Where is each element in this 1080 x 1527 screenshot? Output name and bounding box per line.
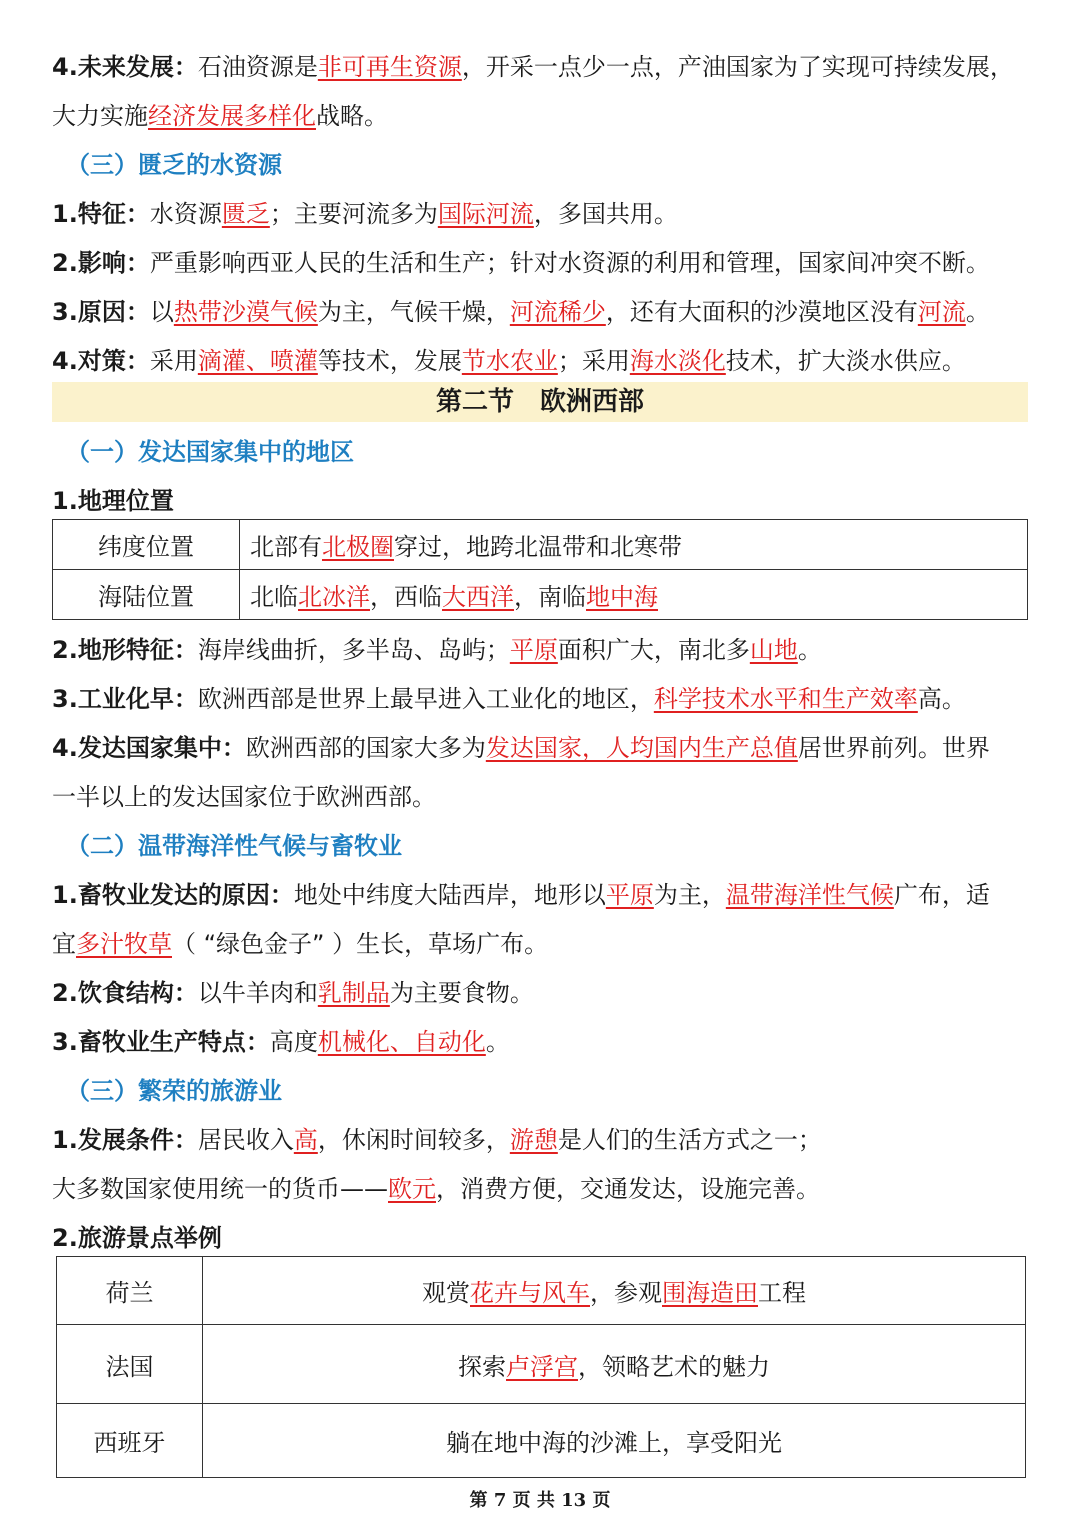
- subheading-climate: （二）温带海洋性气候与畜牧业: [66, 832, 402, 860]
- key-term: 海水淡化: [629, 347, 726, 375]
- key-term: 围海造田: [662, 1279, 758, 1307]
- table-cell-content: 观赏花卉与风车，参观围海造田工程: [203, 1257, 1026, 1325]
- table-cell-label: 纬度位置: [53, 520, 240, 570]
- key-term: 游憩: [509, 1126, 558, 1154]
- key-term: 大西洋: [442, 583, 514, 611]
- key-term: 发达国家，人均国内生产总值: [485, 734, 798, 762]
- table-cell-label: 海陆位置: [53, 570, 240, 620]
- table-cell-content: 躺在地中海的沙滩上，享受阳光: [203, 1404, 1026, 1478]
- key-term: 卢浮宫: [506, 1352, 578, 1381]
- table-cell-country: 荷兰: [57, 1257, 203, 1325]
- key-term: 乳制品: [317, 979, 390, 1007]
- key-term: 国际河流: [437, 200, 534, 228]
- developed-countries-line-2: 一半以上的发达国家位于欧洲西部。: [52, 783, 436, 811]
- key-term: 山地: [749, 636, 798, 664]
- diet-line: 2.饮食结构：以牛羊肉和乳制品为主要食物。: [52, 979, 534, 1007]
- developed-countries-line-1: 4.发达国家集中：欧洲西部的国家大多为发达国家，人均国内生产总值居世界前列。世界: [52, 734, 990, 762]
- tourism-spots-table: [56, 1256, 1026, 1478]
- table-row: [53, 570, 1028, 620]
- key-term: 科学技术水平和生产效率: [653, 685, 918, 713]
- water-measure-line: 4.对策：采用滴灌、喷灌等技术，发展节水农业；采用海水淡化技术，扩大淡水供应。: [52, 347, 966, 375]
- tourism-condition-line-1: 1.发展条件：居民收入高，休闲时间较多，游憩是人们的生活方式之一；: [52, 1126, 822, 1154]
- water-feature-line: 1.特征：水资源匮乏；主要河流多为国际河流，多国共用。: [52, 200, 678, 228]
- key-term: 花卉与风车: [470, 1279, 590, 1307]
- spots-title: 2.旅游景点举例: [52, 1224, 222, 1252]
- location-title: 1.地理位置: [52, 487, 174, 515]
- key-term: 地中海: [586, 583, 658, 611]
- subheading-developed: （一）发达国家集中的地区: [66, 438, 354, 466]
- subheading-tourism: （三）繁荣的旅游业: [66, 1077, 282, 1105]
- table-row: [57, 1404, 1026, 1478]
- location-table: [52, 519, 1028, 620]
- pastoral-feature-line: 3.畜牧业生产特点：高度机械化、自动化。: [52, 1028, 510, 1056]
- table-cell-content: 探索卢浮宫，领略艺术的魅力: [203, 1325, 1026, 1404]
- page-footer: 第 7 页 共 13 页: [469, 1490, 611, 1511]
- item-label: 4.未来发展：: [52, 53, 198, 81]
- table-row: [57, 1257, 1026, 1325]
- tourism-condition-line-2: 大多数国家使用统一的货币——欧元，消费方便，交通发达，设施完善。: [52, 1175, 820, 1203]
- key-term: 欧元: [388, 1175, 436, 1203]
- key-term: 平原: [605, 881, 654, 909]
- table-row: [53, 520, 1028, 570]
- table-cell-country: 法国: [57, 1325, 203, 1404]
- key-term: 北冰洋: [298, 583, 370, 611]
- key-term: 热带沙漠气候: [173, 298, 318, 326]
- future-development-line-1: 4.未来发展：石油资源是非可再生资源，开采一点少一点，产油国家为了实现可持续发展，: [52, 53, 1014, 81]
- key-term: 节水农业: [461, 347, 558, 375]
- section-title-band: 第二节 欧洲西部: [52, 382, 1028, 422]
- table-cell-content: 北部有北极圈穿过，地跨北温带和北寒带: [240, 520, 1028, 570]
- table-cell-country: 西班牙: [57, 1404, 203, 1478]
- key-term: 匮乏: [221, 200, 270, 228]
- table-row: [57, 1325, 1026, 1404]
- pastoral-reason-line-1: 1.畜牧业发达的原因：地处中纬度大陆西岸，地形以平原为主，温带海洋性气候广布，适: [52, 881, 990, 909]
- subheading-water: （三）匮乏的水资源: [66, 151, 282, 179]
- industrialization-line: 3.工业化早：欧洲西部是世界上最早进入工业化的地区，科学技术水平和生产效率高。: [52, 685, 966, 713]
- key-term: 温带海洋性气候: [725, 881, 894, 909]
- key-term: 平原: [509, 636, 558, 664]
- terrain-line: 2.地形特征：海岸线曲折，多半岛、岛屿；平原面积广大，南北多山地。: [52, 636, 822, 664]
- pastoral-reason-line-2: 宜多汁牧草（ “绿色金子” ）生长，草场广布。: [52, 930, 549, 958]
- water-impact-line: 2.影响：严重影响西亚人民的生活和生产；针对水资源的利用和管理，国家间冲突不断。: [52, 249, 990, 277]
- future-development-line-2: 大力实施经济发展多样化战略。: [52, 102, 388, 130]
- key-term: 机械化、自动化: [317, 1028, 486, 1056]
- key-term: 非可再生资源: [317, 53, 462, 81]
- key-term: 滴灌、喷灌: [197, 347, 318, 375]
- key-term: 河流: [917, 298, 966, 326]
- key-term: 高: [293, 1126, 318, 1154]
- key-term: 经济发展多样化: [148, 102, 316, 130]
- key-term: 北极圈: [322, 533, 394, 561]
- table-cell-content: 北临北冰洋，西临大西洋，南临地中海: [240, 570, 1028, 620]
- key-term: 多汁牧草: [76, 930, 172, 958]
- key-term: 河流稀少: [509, 298, 606, 326]
- water-cause-line: 3.原因：以热带沙漠气候为主，气候干燥，河流稀少，还有大面积的沙漠地区没有河流。: [52, 298, 990, 326]
